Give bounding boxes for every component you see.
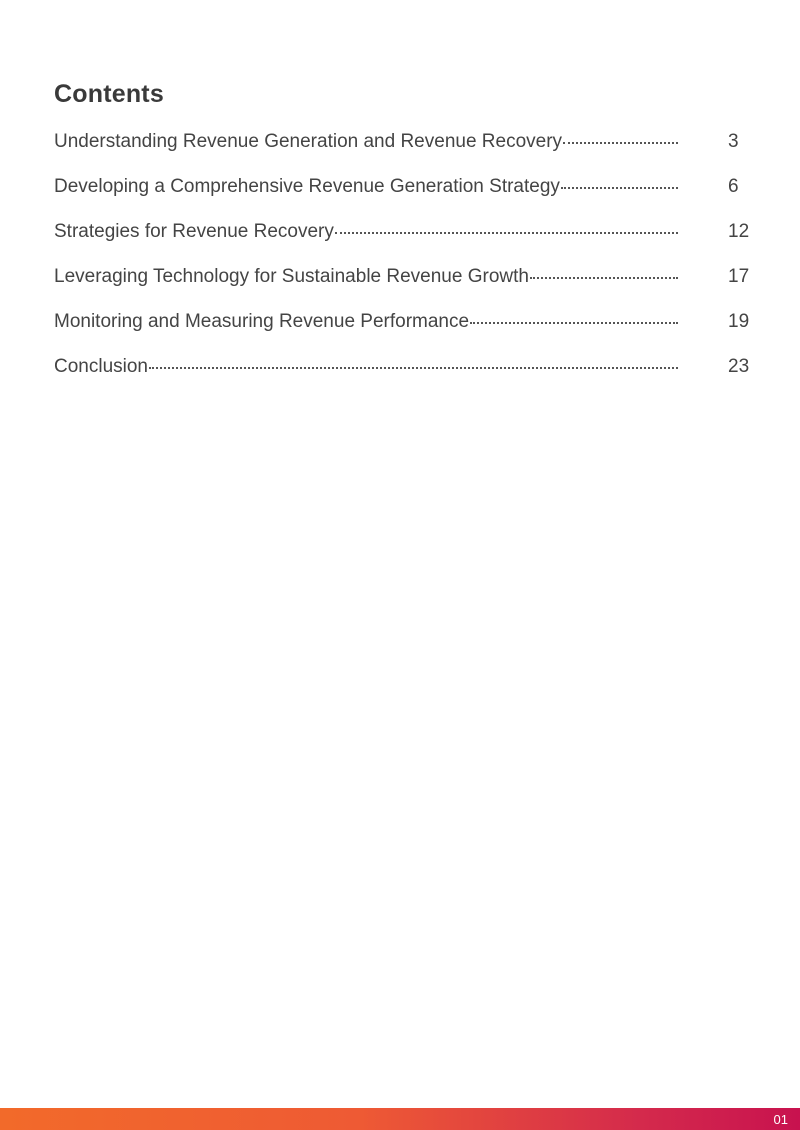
footer-gradient-bar	[0, 1108, 800, 1130]
toc-entry	[54, 131, 678, 153]
toc-entry	[54, 176, 678, 198]
toc-item-title: Developing a Comprehensive Revenue Generation Strategy	[54, 176, 560, 197]
toc-entry	[54, 266, 678, 288]
toc-item-page: 23	[728, 356, 750, 377]
toc-item-title: Strategies for Revenue Recovery	[54, 221, 334, 242]
table-of-contents	[54, 128, 754, 398]
toc-dot-leader	[470, 320, 678, 324]
page-number: 01	[773, 1112, 788, 1127]
toc-item[interactable]	[54, 218, 754, 263]
toc-item[interactable]	[54, 173, 754, 218]
toc-item[interactable]	[54, 263, 754, 308]
toc-item-page: 3	[728, 131, 739, 152]
toc-item-title: Monitoring and Measuring Revenue Performance	[54, 311, 470, 332]
toc-dot-leader	[149, 365, 678, 369]
toc-entry	[54, 311, 678, 333]
toc-dot-leader	[561, 185, 678, 189]
toc-entry	[54, 221, 678, 243]
toc-item[interactable]	[54, 353, 754, 398]
toc-item-page: 6	[728, 176, 739, 197]
toc-item[interactable]	[54, 128, 754, 173]
page-title: Contents	[54, 80, 164, 108]
toc-dot-leader	[335, 230, 678, 234]
toc-item-page: 17	[728, 266, 750, 287]
toc-item-page: 19	[728, 311, 750, 332]
toc-item-title: Understanding Revenue Generation and Revenue Recovery	[54, 131, 563, 152]
toc-dot-leader	[563, 140, 678, 144]
toc-item-title: Leveraging Technology for Sustainable Revenue Growth	[54, 266, 529, 287]
toc-entry	[54, 356, 678, 378]
toc-item[interactable]	[54, 308, 754, 353]
toc-item-title: Conclusion	[54, 356, 148, 377]
toc-item-page: 12	[728, 221, 750, 242]
toc-dot-leader	[530, 275, 678, 279]
